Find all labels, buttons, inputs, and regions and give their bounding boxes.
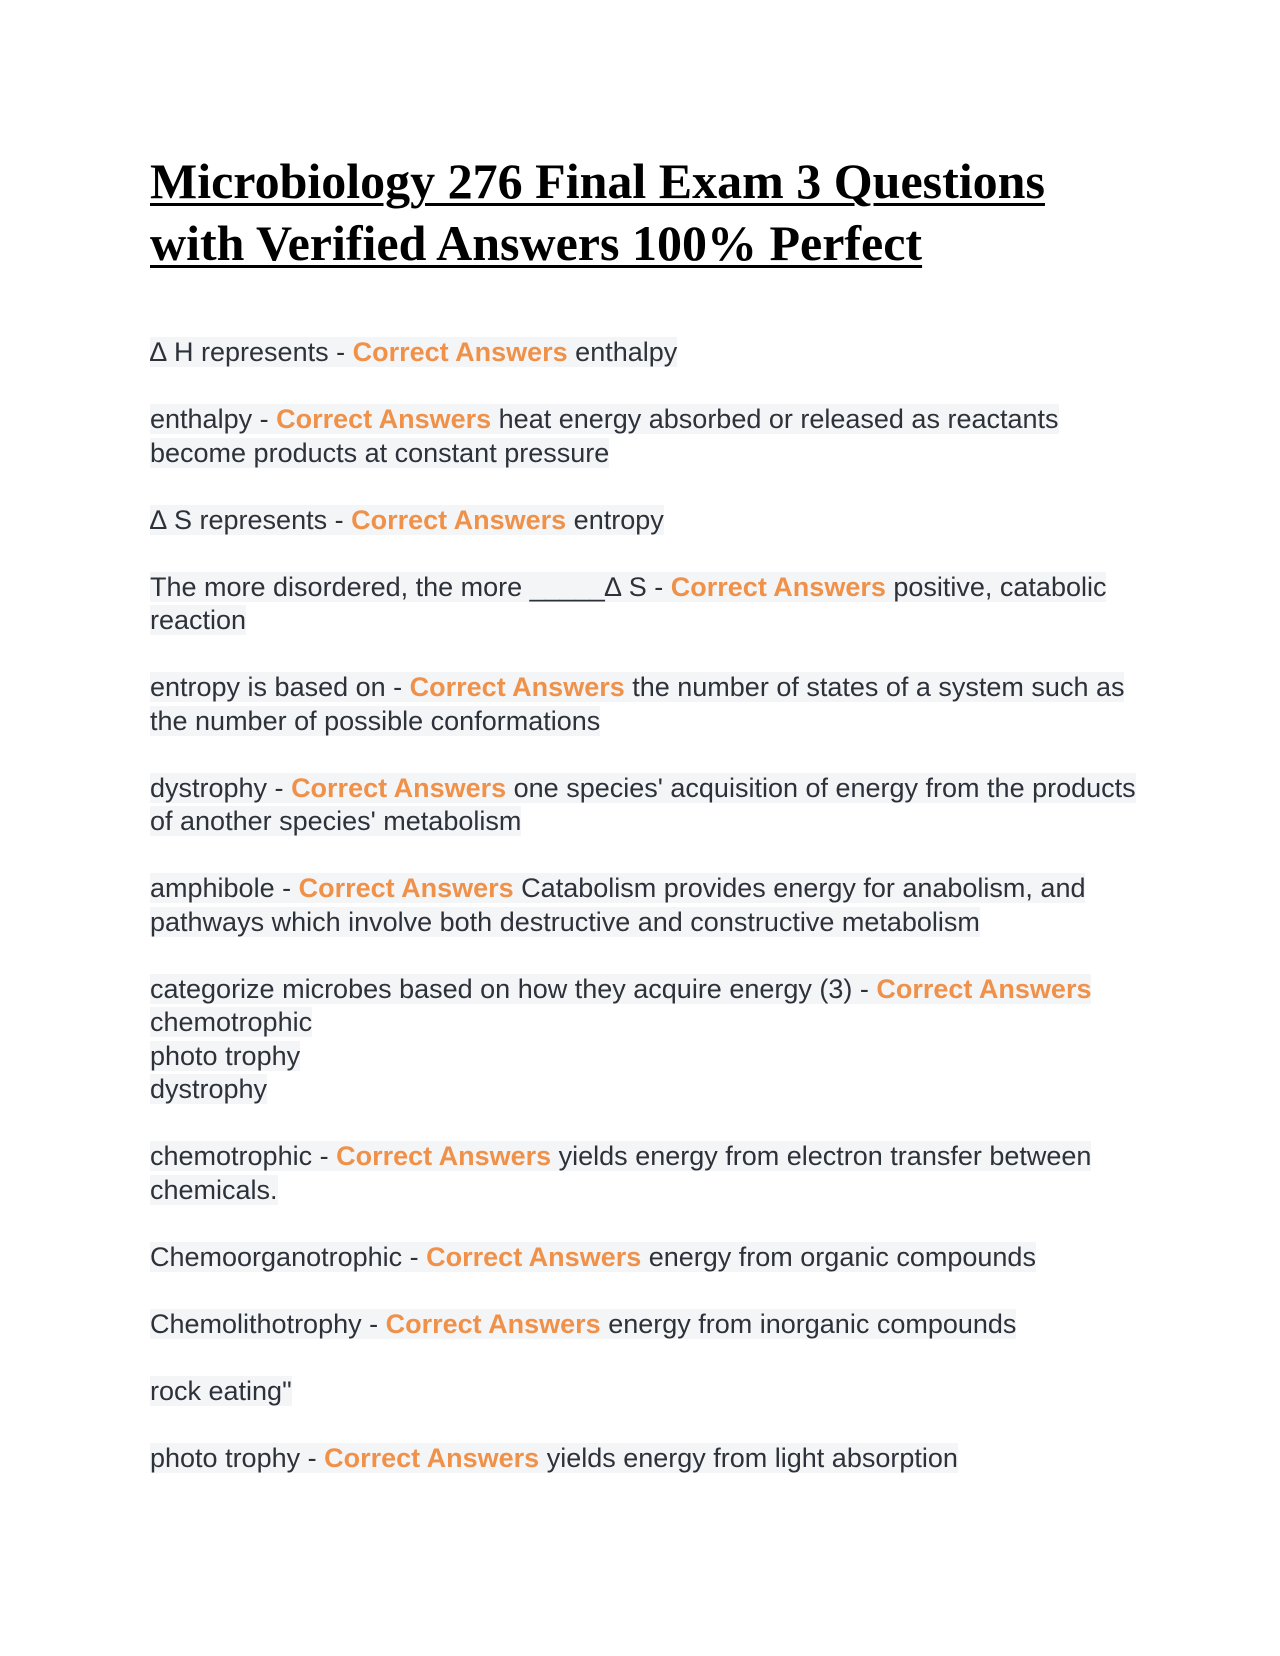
qa-item [150,1375,1150,1409]
qa-item [150,336,1150,370]
qa-highlight [150,572,1106,636]
answer-text: dystrophy [150,1074,268,1104]
correct-answers-label: Correct Answers [670,571,886,602]
question-text: Chemoorganotrophic - [150,1241,427,1272]
question-text: The more disordered, the more _____∆ S - [150,571,671,602]
document-page [150,150,1150,1509]
answer-text: chemotrophic [150,1007,313,1037]
correct-answers-label: Correct Answers [291,772,507,803]
qa-highlight [150,1309,1016,1339]
answer-text: energy from inorganic compounds [600,1308,1017,1339]
correct-answers-label: Correct Answers [336,1141,552,1171]
answer-text: enthalpy [567,337,678,367]
question-text: rock eating" [150,1375,292,1406]
qa-highlight [150,773,1136,837]
qa-highlight [150,873,1085,937]
qa-highlight [150,337,677,367]
qa-item [150,772,1150,839]
qa-item [150,504,1150,538]
page-title: Microbiology 276 Final Exam 3 Questions with Verified Answers 100% Perfect [150,153,1045,271]
correct-answers-label: Correct Answers [409,672,625,702]
answer-text: yields energy from light absorption [539,1442,958,1473]
qa-item [150,872,1150,939]
answer-text: positive, catabolic reaction [150,571,1107,635]
question-text: ∆ S represents - [150,504,352,535]
qa-highlight [150,404,1059,468]
answer-text: the number of states of a system such as the number of possible conformations [150,672,1125,736]
qa-item [150,403,1150,470]
qa-item [150,1241,1150,1275]
question-text: Chemolithotrophy - [150,1308,386,1339]
question-text: entropy is based on - [150,672,410,702]
correct-answers-label: Correct Answers [352,337,568,367]
qa-highlight [150,1443,958,1473]
correct-answers-label: Correct Answers [426,1241,642,1272]
qa-highlight [150,1141,1091,1205]
question-text: photo trophy - [150,1442,325,1473]
qa-list [150,336,1150,1475]
question-text: dystrophy - [150,772,292,803]
qa-item [150,973,1150,1107]
qa-item [150,1308,1150,1342]
qa-highlight [150,1376,292,1406]
qa-item [150,671,1150,738]
qa-highlight [150,974,1091,1105]
answer-text: heat energy absorbed or released as reactants become products at constant pressure [150,404,1059,468]
answer-text: entropy [566,504,664,535]
question-text: ∆ H represents - [150,337,353,367]
question-text: chemotrophic - [150,1141,337,1171]
qa-item [150,1140,1150,1207]
answer-text: energy from organic compounds [641,1241,1036,1272]
correct-answers-label: Correct Answers [298,873,514,903]
answer-text: yields energy from electron transfer between chemicals. [150,1141,1092,1205]
qa-highlight [150,672,1124,736]
answer-text: Catabolism provides energy for anabolism, and pathways which involve both destructive and constructive metabolism [150,873,1086,937]
correct-answers-label: Correct Answers [876,973,1092,1004]
qa-highlight [150,505,664,535]
qa-item [150,1442,1150,1476]
question-text: amphibole - [150,873,299,903]
correct-answers-label: Correct Answers [351,504,567,535]
correct-answers-label: Correct Answers [385,1308,601,1339]
correct-answers-label: Correct Answers [324,1442,540,1473]
qa-item [150,571,1150,638]
answer-text: one species' acquisition of energy from the products of another species' metabolism [150,772,1136,836]
question-text: categorize microbes based on how they acquire energy (3) - [150,973,877,1004]
correct-answers-label: Correct Answers [276,404,492,434]
answer-text: photo trophy [150,1040,301,1071]
question-text: enthalpy - [150,404,277,434]
qa-highlight [150,1242,1036,1272]
